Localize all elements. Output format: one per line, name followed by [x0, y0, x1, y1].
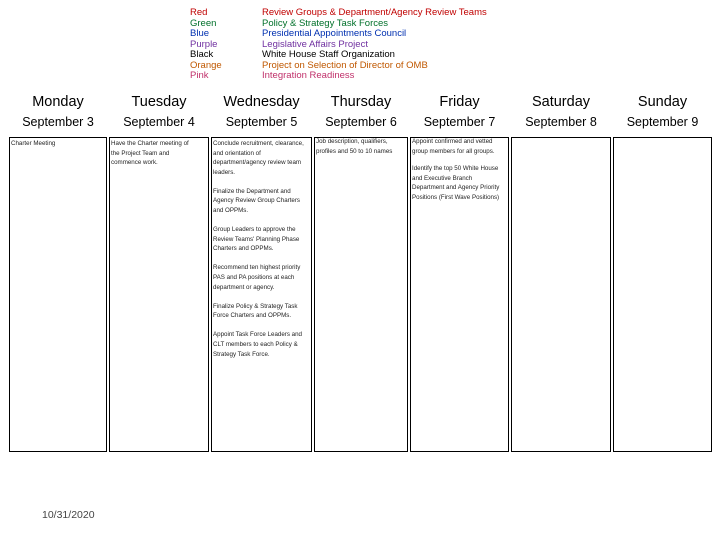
legend-color-name: Pink [190, 70, 209, 81]
day-column-monday [9, 87, 107, 452]
note-item: Conclude recruitment, clearance, and orientation of department/agency review team leaders. [213, 140, 304, 176]
day-date: September 6 [325, 115, 397, 129]
legend-color-name: Green [190, 17, 217, 29]
legend-color-name: Black [190, 49, 214, 60]
legend-description: Integration Readiness [262, 70, 355, 81]
day-date: September 3 [22, 115, 94, 129]
note-item: Appoint Task Force Leaders and CLT members to each Policy & Strategy Task Force. [213, 331, 302, 358]
day-notes [412, 137, 506, 212]
note-item: Group Leaders to approve the Review Teams' Planning Phase Charters and OPPMs. [213, 226, 300, 253]
note-item: Finalize the Department and Agency Review Group Charters and OPPMs. [213, 187, 301, 215]
day-notes [111, 139, 199, 177]
day-date: September 5 [225, 115, 298, 129]
day-header [9, 87, 107, 137]
legend-description: Review Groups & Department/Agency Review Teams [262, 7, 487, 18]
day-name: Tuesday [131, 94, 187, 110]
note-item: Charter Meeting [11, 140, 56, 147]
footer-date: 10/31/2020 [42, 509, 95, 521]
legend-color-name: Red [190, 7, 208, 18]
day-date: September 7 [423, 115, 496, 129]
day-name: Wednesday [223, 94, 300, 110]
day-name: Monday [32, 94, 84, 110]
weekly-calendar [9, 87, 712, 452]
legend-color-name: Purple [190, 38, 218, 50]
day-column-sunday [613, 87, 712, 452]
day-name: Sunday [637, 94, 688, 110]
legend-row-red [190, 8, 487, 19]
day-cell [314, 137, 408, 452]
day-name: Thursday [330, 94, 392, 110]
day-notes [11, 139, 103, 158]
note-item: Finalize Policy & Strategy Task Force Charters and OPPMs. [213, 302, 298, 320]
legend-row-black [190, 50, 487, 61]
day-cell [410, 137, 509, 452]
legend-description: White House Staff Organization [262, 49, 395, 60]
legend-description: Project on Selection of Director of OMB [262, 59, 428, 71]
day-name: Friday [439, 94, 480, 110]
day-header [410, 87, 509, 137]
note-item: Have the Charter meeting of the Project Team and commence work. [111, 140, 189, 167]
day-cell [211, 137, 312, 452]
day-notes [316, 137, 406, 166]
legend-color-name: Blue [190, 28, 210, 39]
legend-description: Policy & Strategy Task Forces [262, 17, 389, 29]
day-date: September 8 [525, 115, 597, 129]
day-header [511, 87, 611, 137]
note-item: Job description, qualifiers, profiles and 50 to 10 names [316, 138, 393, 155]
day-cell [9, 137, 107, 452]
day-column-thursday [314, 87, 408, 452]
legend-description: Presidential Appointments Council [262, 28, 407, 39]
day-column-friday [410, 87, 509, 452]
day-header [613, 87, 712, 137]
note-item: Identify the top 50 White House and Executive Branch Department and Agency Priority Positions (First Wave Positions) [412, 165, 500, 201]
day-cell [613, 137, 712, 452]
day-date: September 9 [626, 115, 699, 129]
day-name: Saturday [531, 94, 591, 110]
day-cell [109, 137, 209, 452]
color-legend [190, 8, 487, 82]
legend-description: Legislative Affairs Project [262, 38, 368, 50]
legend-color-name: Orange [190, 59, 222, 71]
day-column-wednesday [211, 87, 312, 452]
note-item: Appoint confirmed and vetted group members for all groups. [412, 138, 495, 155]
day-date: September 4 [123, 115, 195, 129]
legend-row-pink [190, 71, 487, 82]
day-header [109, 87, 209, 137]
note-item: Recommend ten highest priority PAS and PA positions at each department or agency. [213, 264, 301, 291]
day-column-tuesday [109, 87, 209, 452]
legend-row-blue [190, 29, 487, 40]
day-header [211, 87, 312, 137]
day-column-saturday [511, 87, 611, 452]
day-notes [213, 139, 309, 369]
day-header [314, 87, 408, 137]
day-cell [511, 137, 611, 452]
